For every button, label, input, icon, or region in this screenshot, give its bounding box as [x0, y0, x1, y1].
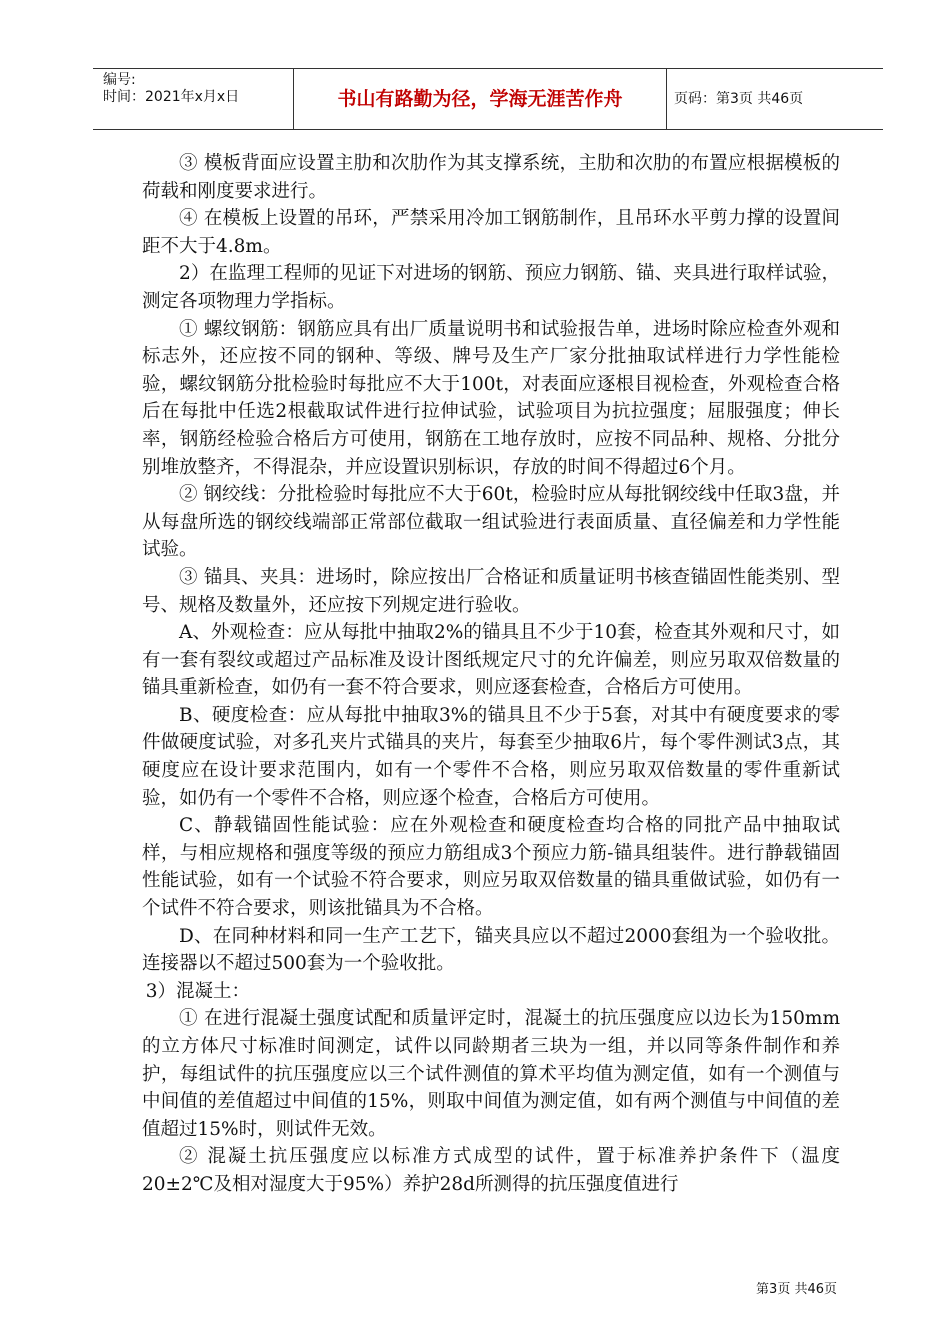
paragraph: ④ 在模板上设置的吊环，严禁采用冷加工钢筋制作，且吊环水平剪力撑的设置间距不大于4.8m。: [142, 208, 840, 257]
paragraph: A、外观检查：应从每批中抽取2%的锚具且不少于10套，检查其外观和尺寸，如有一套有裂纹或超过产品标准及设计图纸规定尺寸的允许偏差，则应另取双倍数量的锚具重新检查，如仍有一套不符合要求，则应逐套检查，合格后方可使用。: [142, 622, 840, 699]
header-motto: 书山有路勤为径，学海无涯苦作舟: [294, 69, 667, 129]
header-info-cell: [93, 69, 294, 129]
paragraph: 2）在监理工程师的见证下对进场的钢筋、预应力钢筋、锚、夹具进行取样试验，测定各项物理力学指标。: [142, 263, 840, 312]
paragraph: B、硬度检查：应从每批中抽取3%的锚具且不少于5套，对其中有硬度要求的零件做硬度试验，对多孔夹片式锚具的夹片，每套至少抽取6片，每个零件测试3点，其硬度应在设计要求范围内，如有一个零件不合格，则应另取双倍数量的零件重新试验，如仍有一个零件不合格，则应逐个检查，合格后方可使用。: [142, 704, 840, 809]
section-heading: 3）混凝土：: [145, 980, 250, 1002]
paragraph: ② 钢绞线：分批检验时每批应不大于60t，检验时应从每批钢绞线中任取3盘，并从每盘所选的钢绞线端部正常部位截取一组试验进行表面质量、直径偏差和力学性能试验。: [142, 484, 840, 561]
paragraph: D、在同种材料和同一生产工艺下，锚夹具应以不超过2000套组为一个验收批。连接器以不超过500套为一个验收批。: [142, 925, 840, 975]
paragraph: C、静载锚固性能试验：应在外观检查和硬度检查均合格的同批产品中抽取试样，与相应规格和强度等级的预应力筋组成3个预应力筋-锚具组装件。进行静载锚固性能试验，如有一个试验不符合要求，则应另取双倍数量的锚具重做试验，如仍有一个试件不符合要求，则该批锚具为不合格。: [142, 815, 840, 920]
paragraph: ③ 锚具、夹具：进场时，除应按出厂合格证和质量证明书核查锚固性能类别、型号、规格及数量外，还应按下列规定进行验收。: [142, 566, 840, 616]
paragraph: ① 螺纹钢筋：钢筋应具有出厂质量说明书和试验报告单，进场时除应检查外观和标志外，还应按不同的钢种、等级、牌号及生产厂家分批抽取试样进行力学性能检验，螺纹钢筋分批检验时每批应不大于100t，对表面应逐根目视检查，外观检查合格后在每批中任选2根截取试件进行拉伸试验，试验项目为抗拉强度；屈服强度；伸长率，钢筋经检验合格后方可使用，钢筋在工地存放时，应按不同品种、规格、分批分别堆放整齐，不得混杂，并应设置识别标识，存放的时间不得超过6个月。: [142, 318, 840, 478]
page-footer: 第3页 共46页: [756, 1282, 837, 1297]
paragraph: ② 混凝土抗压强度应以标准方式成型的试件，置于标准养护条件下（温度20±2℃及相对湿度大于95%）养护28d所测得的抗压强度值进行: [142, 1146, 840, 1195]
page-header: [93, 68, 883, 130]
serial-label: 编号:: [103, 72, 136, 88]
paragraph: ① 在进行混凝土强度试配和质量评定时，混凝土的抗压强度应以边长为150mm的立方体尺寸标准时间测定，试件以同龄期者三块为一组，并以同等条件制作和养护，每组试件的抗压强度应以三个试件测值的算术平均值为测定值，如有一个测值与中间值的差值超过中间值的15%，则取中间值为测定值，如有两个测值与中间值的差值超过15%时，则试件无效。: [142, 1008, 840, 1140]
time-label: 时间：2021年x月x日: [103, 89, 240, 105]
document-body: [142, 150, 840, 1199]
paragraph: ③ 模板背面应设置主肋和次肋作为其支撑系统，主肋和次肋的布置应根据模板的荷载和刚度要求进行。: [142, 153, 840, 202]
header-page-number: 页码：第3页 共46页: [674, 91, 804, 107]
